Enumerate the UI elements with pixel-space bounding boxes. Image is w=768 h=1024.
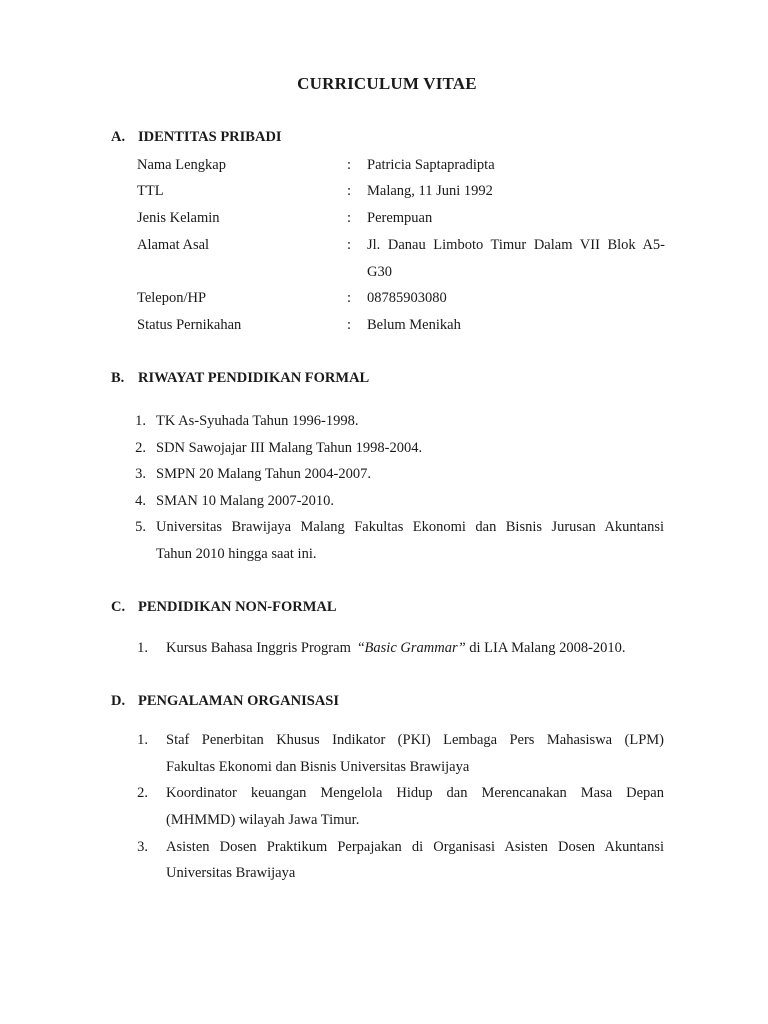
identity-label: Status Pernikahan — [137, 317, 242, 333]
section-c-heading — [111, 599, 337, 616]
list-text: SMAN 10 Malang 2007-2010. — [156, 493, 335, 509]
identity-value: Malang, 11 Juni 1992 — [367, 183, 493, 199]
identity-label: TTL — [137, 183, 164, 199]
list-text: Asisten Dosen Praktikum Perpajakan di Organisasi Asisten Dosen Akuntansi — [166, 839, 664, 855]
identity-value: Patricia Saptapradipta — [367, 157, 495, 173]
identity-value: Perempuan — [367, 210, 433, 226]
identity-value: Belum Menikah — [367, 317, 461, 333]
section-d-title: PENGALAMAN ORGANISASI — [138, 693, 340, 709]
list-number: 5. — [135, 519, 146, 535]
list-number: 1. — [137, 640, 148, 656]
section-b-heading — [111, 370, 369, 387]
section-d-letter: D. — [111, 693, 126, 709]
list-text-wrap — [166, 834, 664, 860]
document-title: CURRICULUM VITAE — [297, 74, 477, 93]
identity-label: Telepon/HP — [137, 290, 207, 306]
section-d-heading — [111, 693, 339, 710]
list-number: 3. — [137, 839, 148, 855]
list-text-emphasis: Basic Grammar” — [364, 640, 466, 656]
list-text: SMPN 20 Malang Tahun 2004-2007. — [156, 466, 372, 482]
list-text-continuation: Tahun 2010 hingga saat ini. — [156, 546, 317, 562]
list-text-wrap — [156, 514, 664, 540]
education-item — [0, 461, 768, 487]
identity-colon: : — [347, 183, 352, 199]
list-number: 2. — [135, 440, 146, 456]
identity-colon: : — [347, 157, 352, 173]
list-text: Universitas Brawijaya Malang Fakultas Ekonomi dan Bisnis Jurusan Akuntansi — [156, 519, 664, 535]
list-number: 1. — [137, 732, 148, 748]
education-item — [0, 408, 768, 434]
organization-item — [0, 834, 768, 860]
list-text-continuation: Fakultas Ekonomi dan Bisnis Universitas Brawijaya — [166, 759, 470, 775]
list-text: SDN Sawojajar III Malang Tahun 1998-2004. — [156, 440, 423, 456]
identity-value: 08785903080 — [367, 290, 447, 306]
list-text-before: Kursus Bahasa Inggris Program “ — [166, 640, 365, 656]
identity-label: Jenis Kelamin — [137, 210, 220, 226]
list-text-continuation: Universitas Brawijaya — [166, 865, 296, 881]
nonformal-item — [0, 635, 768, 661]
section-b-letter: B. — [111, 370, 125, 386]
list-number: 3. — [135, 466, 146, 482]
education-item — [0, 488, 768, 514]
identity-value: Jl. Danau Limboto Timur Dalam VII Blok A5- — [367, 237, 665, 253]
section-c-title: PENDIDIKAN NON-FORMAL — [138, 599, 337, 615]
list-text-after: di LIA Malang 2008-2010. — [465, 640, 626, 656]
organization-item — [0, 727, 768, 753]
identity-value-continuation: G30 — [367, 264, 392, 280]
list-text — [166, 635, 626, 661]
identity-colon: : — [347, 237, 352, 253]
education-item — [0, 435, 768, 461]
identity-colon: : — [347, 210, 352, 226]
education-item — [0, 514, 768, 540]
identity-label: Alamat Asal — [137, 237, 210, 253]
section-a-heading — [111, 129, 282, 146]
list-text: Staf Penerbitan Khusus Indikator (PKI) Lembaga Pers Mahasiswa (LPM) — [166, 732, 664, 748]
list-text-continuation: (MHMMD) wilayah Jawa Timur. — [166, 812, 360, 828]
list-text-wrap — [166, 727, 664, 753]
list-text: TK As-Syuhada Tahun 1996-1998. — [156, 413, 359, 429]
list-number: 1. — [135, 413, 146, 429]
identity-colon: : — [347, 290, 352, 306]
identity-colon: : — [347, 317, 352, 333]
list-text-wrap — [166, 780, 664, 806]
section-a-letter: A. — [111, 129, 126, 145]
section-b-title: RIWAYAT PENDIDIKAN FORMAL — [138, 370, 370, 386]
identity-label: Nama Lengkap — [137, 157, 226, 173]
section-c-letter: C. — [111, 599, 126, 615]
list-number: 2. — [137, 785, 148, 801]
list-number: 4. — [135, 493, 146, 509]
list-text: Koordinator keuangan Mengelola Hidup dan Merencanakan Masa Depan — [166, 785, 664, 801]
section-a-title: IDENTITAS PRIBADI — [138, 129, 282, 145]
organization-item — [0, 780, 768, 806]
